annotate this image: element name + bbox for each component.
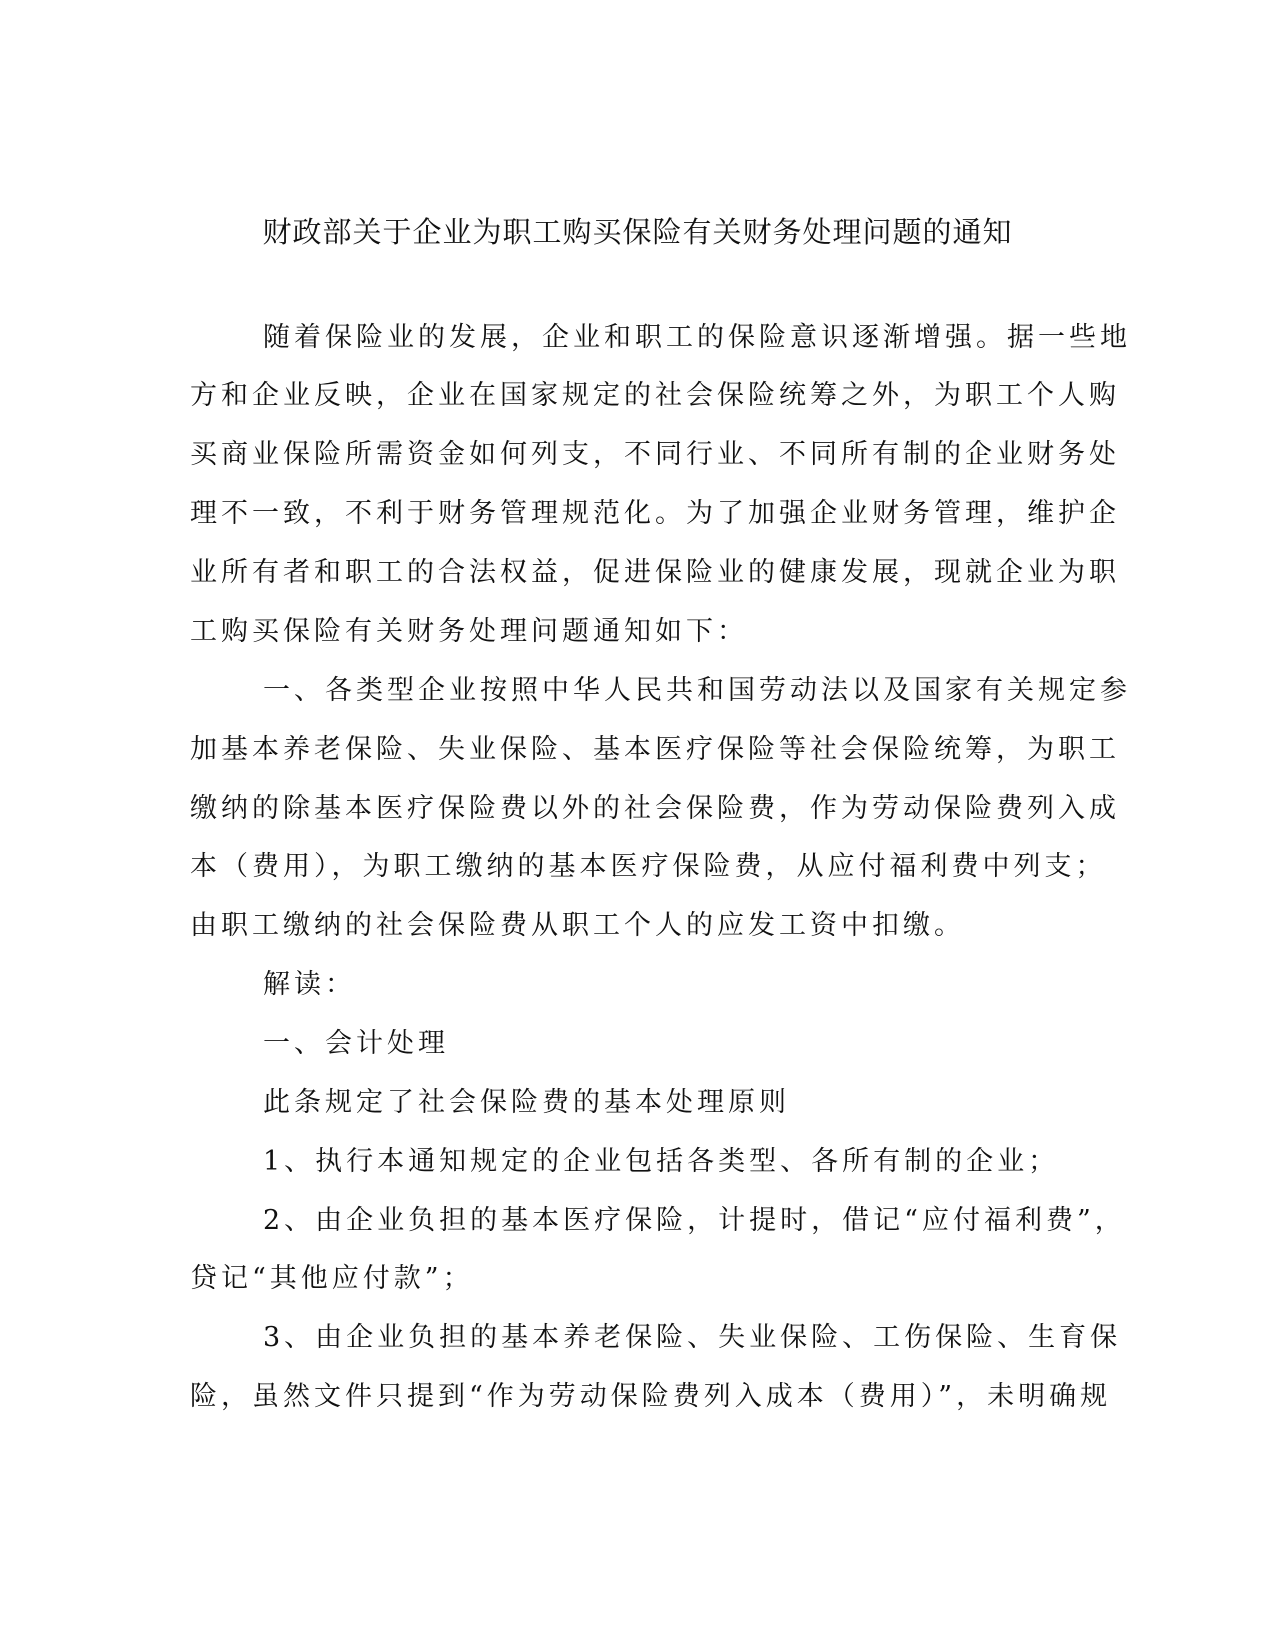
section-label: 解读： — [263, 969, 356, 1000]
document-title: 财政部关于企业为职工购买保险有关财务处理问题的通知 — [262, 215, 1013, 249]
body-line: 方和企业反映，企业在国家规定的社会保险统筹之外，为职工个人购 — [190, 380, 1120, 411]
body-line: 买商业保险所需资金如何列支，不同行业、不同所有制的企业财务处 — [190, 439, 1120, 470]
list-item: 2、由企业负担的基本医疗保险，计提时，借记“应付福利费”， — [263, 1205, 1126, 1236]
body-line: 贷记“其他应付款”； — [190, 1263, 474, 1294]
body-line: 缴纳的除基本医疗保险费以外的社会保险费，作为劳动保险费列入成 — [190, 793, 1120, 824]
body-line: 加基本养老保险、失业保险、基本医疗保险等社会保险统筹，为职工 — [190, 734, 1120, 765]
body-line: 随着保险业的发展，企业和职工的保险意识逐渐增强。据一些地 — [263, 322, 1131, 353]
body-line: 工购买保险有关财务处理问题通知如下： — [190, 616, 748, 647]
body-line: 本（费用），为职工缴纳的基本医疗保险费，从应付福利费中列支； — [190, 851, 1107, 882]
body-line: 业所有者和职工的合法权益，促进保险业的健康发展，现就企业为职 — [190, 557, 1120, 588]
list-item: 3、由企业负担的基本养老保险、失业保险、工伤保险、生育保 — [263, 1322, 1122, 1353]
body-line: 此条规定了社会保险费的基本处理原则 — [263, 1087, 790, 1118]
list-item: 1、执行本通知规定的企业包括各类型、各所有制的企业； — [263, 1146, 1060, 1177]
body-line: 理不一致，不利于财务管理规范化。为了加强企业财务管理，维护企 — [190, 498, 1120, 529]
body-line: 险，虽然文件只提到“作为劳动保险费列入成本（费用）”，未明确规 — [190, 1381, 1112, 1412]
section-heading: 一、会计处理 — [263, 1028, 449, 1059]
body-line: 一、各类型企业按照中华人民共和国劳动法以及国家有关规定参 — [263, 675, 1131, 706]
body-line: 由职工缴纳的社会保险费从职工个人的应发工资中扣缴。 — [190, 910, 965, 941]
